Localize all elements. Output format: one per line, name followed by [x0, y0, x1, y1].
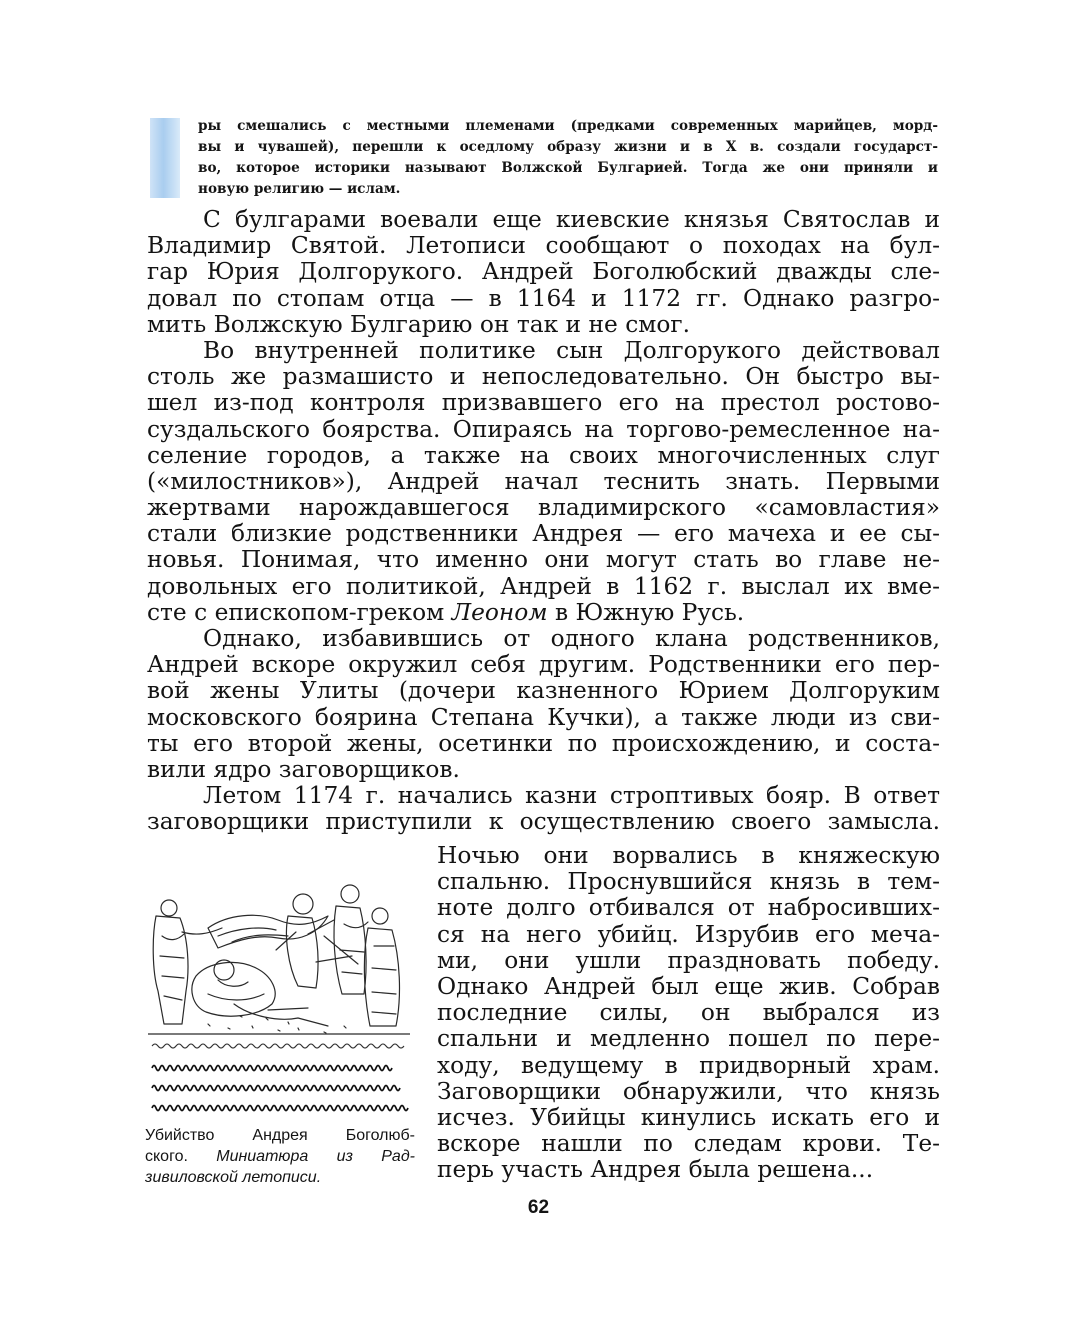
- body-line: Заговорщики обнаружили, что князь: [437, 1077, 940, 1105]
- body-line: вили ядро заговорщиков.: [147, 755, 460, 783]
- body-line: вой жены Улиты (дочери казненного Юрием Долгоруким: [147, 677, 940, 705]
- caption-line: [145, 1146, 415, 1167]
- figure-caption: [145, 1125, 415, 1188]
- body-line: довал по стопам отца — в 1164 и 1172 гг. Однако разгро-: [147, 284, 940, 312]
- body-line: столь же размашисто и непоследовательно. Он быстро вы-: [147, 363, 940, 391]
- body-line: Владимир Святой. Летописи сообщают о походах на бул-: [147, 232, 940, 260]
- body-line: стали близкие родственники Андрея — его мачеха и ее сы-: [147, 520, 940, 548]
- body-line: жертвами нарождавшегося владимирского «самовластия»: [147, 494, 940, 522]
- body-line: С булгарами воевали еще киевские князья Святослав и: [203, 206, 940, 233]
- caption-part: ского.: [145, 1148, 188, 1165]
- body-line: Однако, избавившись от одного клана родственников,: [203, 625, 940, 652]
- caption-line-italic: [145, 1167, 415, 1188]
- body-line: Во внутренней политике сын Долгорукого действовал: [203, 336, 940, 364]
- body-line: ноте долго отбивался от набросивших-: [437, 894, 940, 922]
- body-text: [147, 207, 940, 836]
- body-line: ходу, ведущему в придворный храм.: [437, 1051, 940, 1079]
- note-line: вы и чувашей), перешли к оседлому образу жизни и в X в. создали государст-: [198, 139, 938, 155]
- body-line: мить Волжскую Булгарию он так и не смог.: [147, 310, 691, 338]
- body-line: новья. Понимая, что именно они могут стать во главе не-: [147, 546, 940, 574]
- person-name-leon: Леоном: [451, 598, 548, 626]
- page-number: 62: [527, 1197, 550, 1218]
- body-line: Летом 1174 г. начались казни строптивых бояр. В ответ: [203, 782, 940, 810]
- caption-line: Убийство Андрея Боголюб-: [145, 1127, 415, 1144]
- body-line: ми, они ушли праздновать победу.: [437, 946, 940, 974]
- body-line: последние силы, он выбрался из: [437, 999, 940, 1027]
- body-line: вскоре нашли по следам крови. Те-: [437, 1130, 940, 1158]
- body-line: спальни и медленно пошел по пере-: [437, 1025, 940, 1053]
- note-line: ры смешались с местными племенами (предками современных марийцев, морд-: [198, 118, 938, 134]
- body-line-part: сте с епископом-греком: [147, 598, 445, 626]
- body-line-with-name: [147, 600, 940, 626]
- body-line: довольных его политикой, Андрей в 1162 г. выслал их вме-: [147, 572, 940, 600]
- caption-part-italic: Миниатюра из Рад-: [216, 1148, 415, 1165]
- chronicle-miniature: [148, 876, 410, 1118]
- body-line: Андрей вскоре окружил себя другим. Родственники его пер-: [147, 651, 940, 679]
- body-line: московского боярина Степана Кучки), а также люди из сви-: [147, 703, 940, 731]
- body-line: ты его второй жены, осетинки по происхождению, и соста-: [147, 729, 940, 757]
- body-line: гар Юрия Долгорукого. Андрей Боголюбский дважды сле-: [147, 258, 940, 286]
- body-line: селение городов, а также на своих многочисленных слуг: [147, 441, 940, 469]
- body-line: Ночью они ворвались в княжескую: [437, 842, 940, 869]
- body-line: шел из-под контроля призвавшего его на престол ростово-: [147, 389, 940, 417]
- body-line: исчез. Убийцы кинулись искать его и: [437, 1103, 940, 1131]
- body-line: Однако Андрей был еще жив. Собрав: [437, 972, 940, 1000]
- body-line: заговорщики приступили к осуществлению своего замысла.: [147, 808, 940, 836]
- sidebar-accent-bar: [150, 118, 180, 198]
- body-line: спальню. Проснувшийся князь в тем-: [437, 868, 940, 896]
- sidebar-note: [198, 116, 938, 200]
- note-line: новую религию — ислам.: [198, 181, 401, 197]
- body-text-wrapped: [437, 843, 940, 1183]
- body-line: перь участь Андрея была решена...: [437, 1156, 874, 1184]
- body-line: ся на него убийц. Изрубив его меча-: [437, 920, 940, 948]
- note-line: во, которое историки называют Волжской Булгарией. Тогда же они приняли и: [198, 160, 938, 176]
- caption-part-italic: зивиловской летописи.: [145, 1169, 322, 1186]
- body-line-part: в Южную Русь.: [554, 598, 745, 626]
- body-line: («милостников»), Андрей начал теснить знать. Первыми: [147, 467, 940, 495]
- body-line: суздальского боярства. Опираясь на торгово-ремесленное на-: [147, 415, 940, 443]
